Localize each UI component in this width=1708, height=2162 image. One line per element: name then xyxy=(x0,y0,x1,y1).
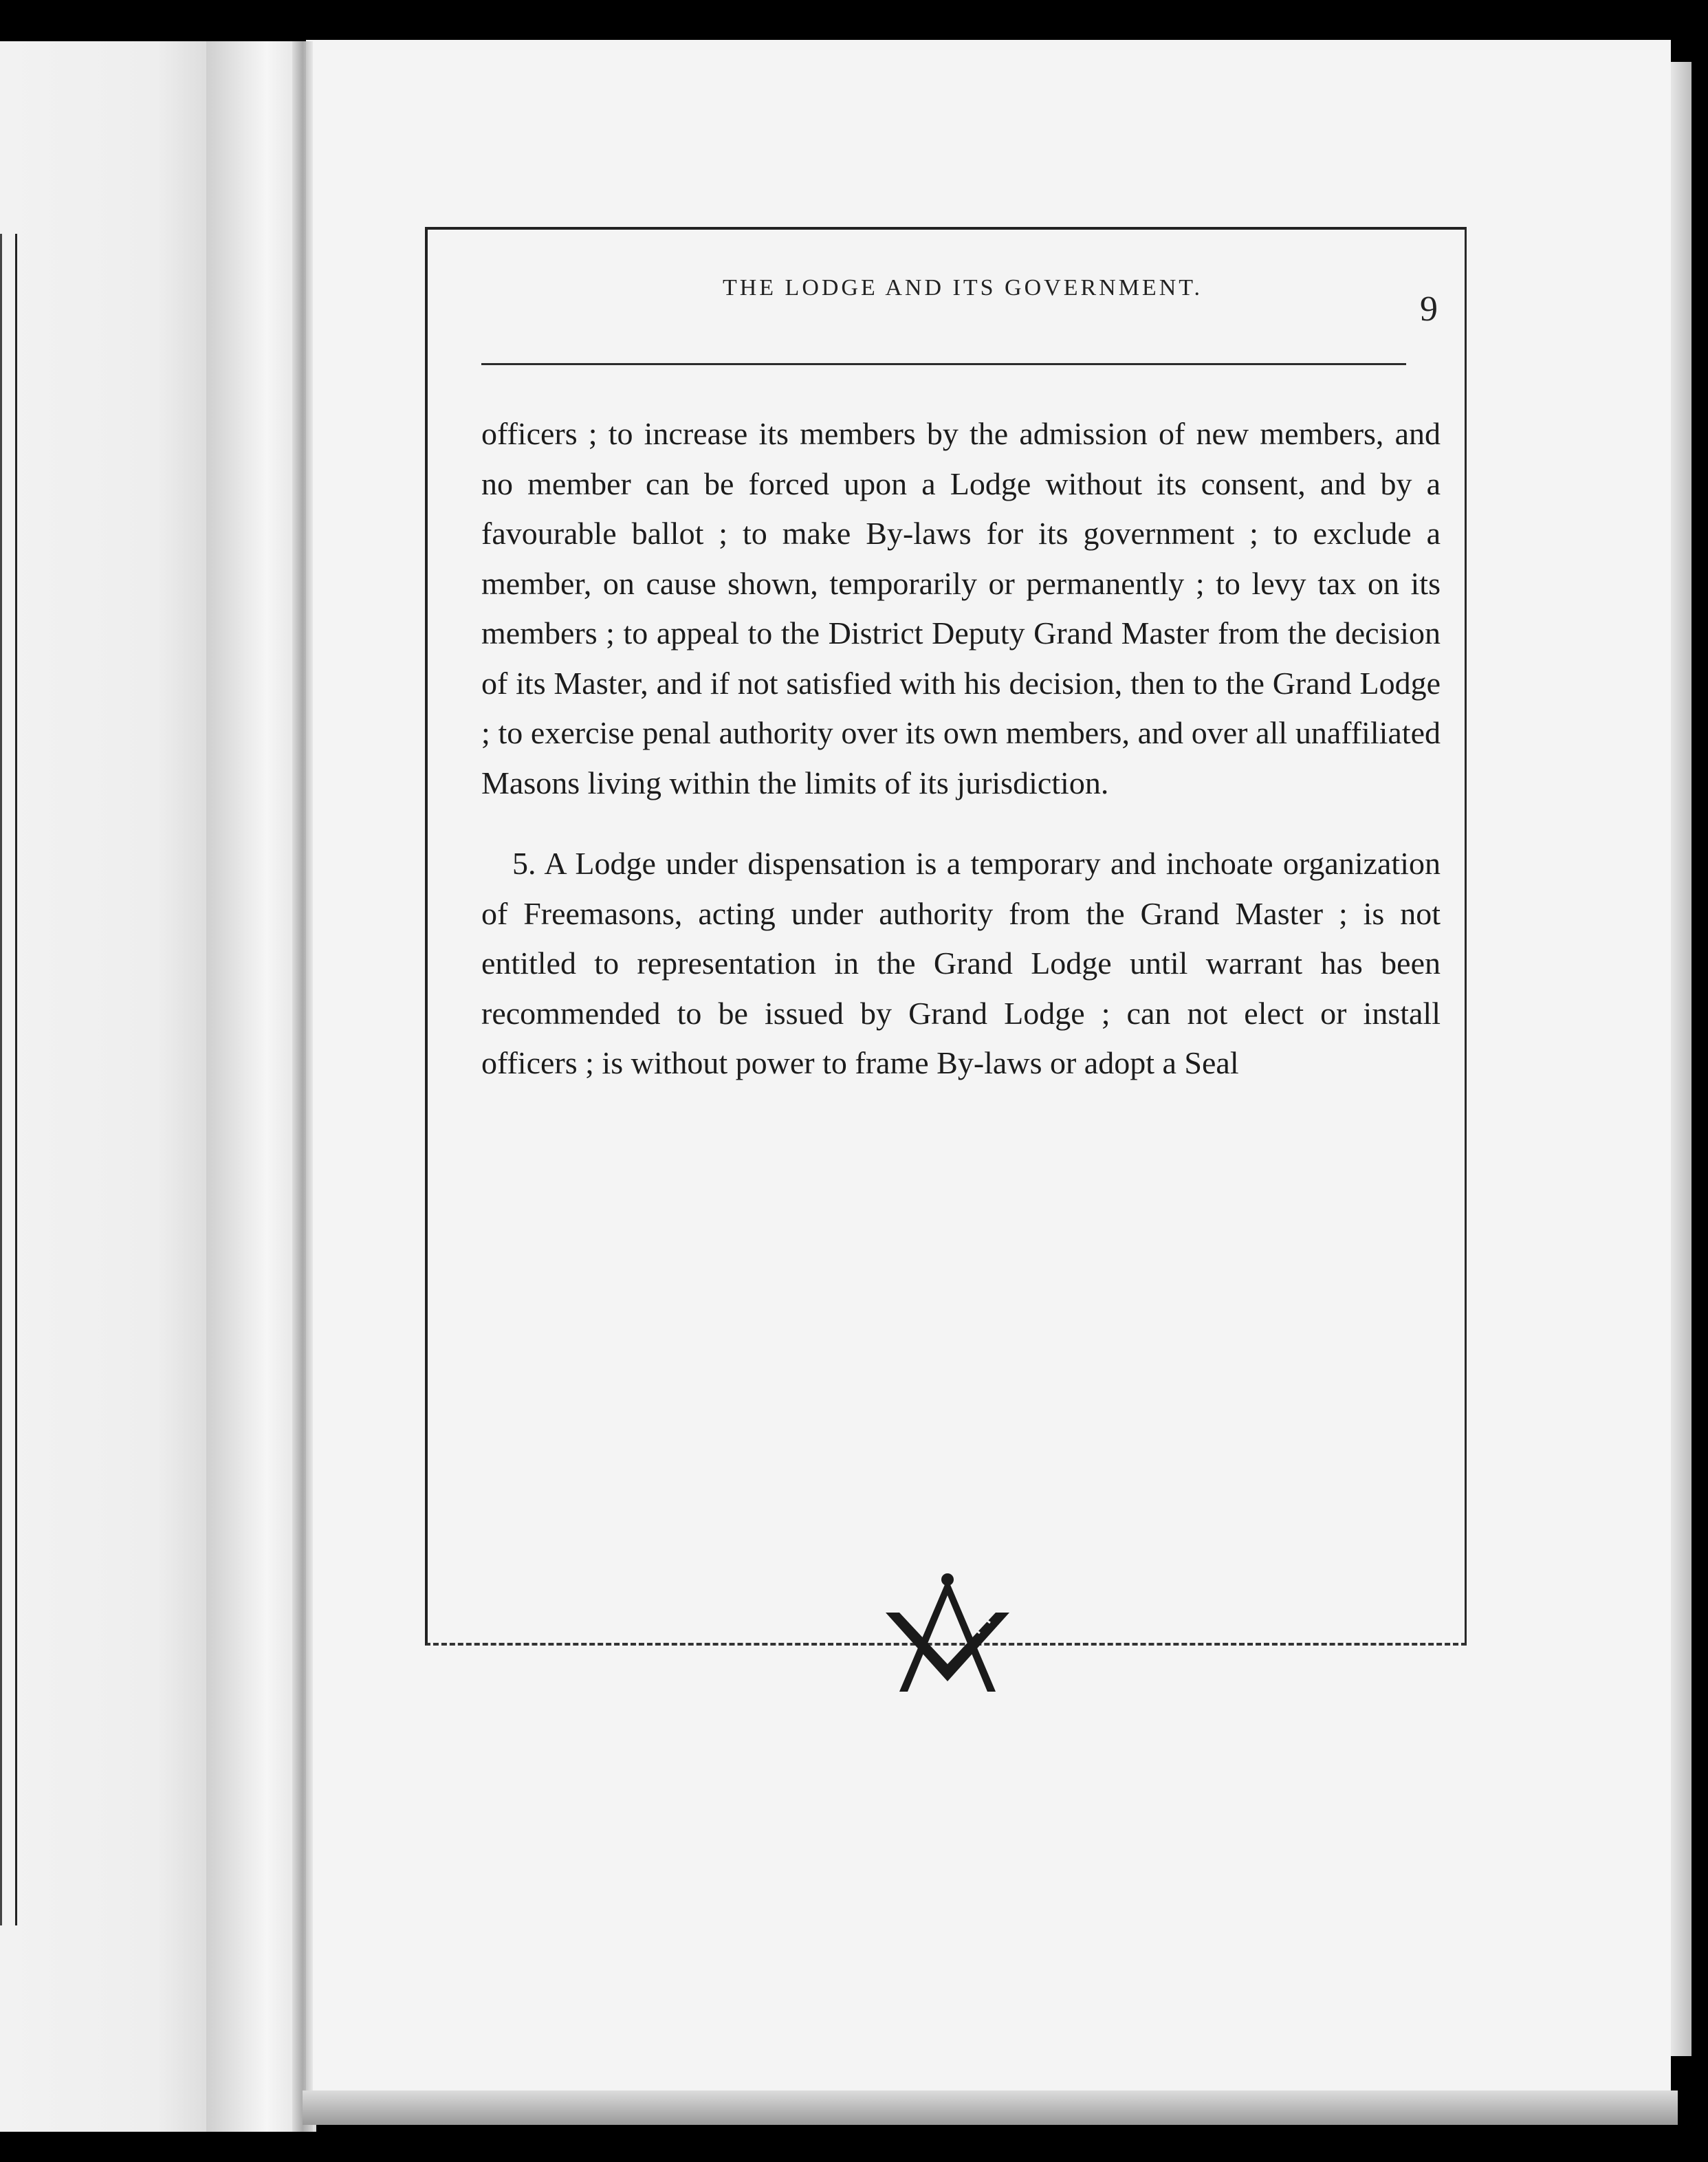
left-page-frame-edge xyxy=(0,234,2,1925)
body-text xyxy=(481,409,1441,1089)
page-edge xyxy=(1671,62,1691,2056)
square-and-compasses-icon xyxy=(872,1564,1023,1702)
paragraph-continued: officers ; to increase its members by the admission of new members, and no member can be forced upon a Lodge without its consent, and by a favourable ballot ; to make By-laws for its government ; to exclude a member, on cause shown, temporarily or permanently ; to levy tax on its members ; to appeal to the District Deputy Grand Master from the decision of its Master, and if not satisfied with his decision, then to the Grand Lodge ; to exercise penal authority over its own members, and over all unaffiliated Masons living within the limits of its jurisdiction. xyxy=(481,416,1441,800)
running-head: THE LODGE AND ITS GOVERNMENT. xyxy=(722,275,1203,301)
page-number: 9 xyxy=(1420,290,1438,329)
left-page-frame-line xyxy=(15,234,17,1925)
spine-shadow xyxy=(292,41,313,2132)
header-rule xyxy=(481,363,1406,365)
paragraph-5: 5. A Lodge under dispensation is a temporary and inchoate organization of Freemasons, acting under authority from the Grand Master ; is not entitled to representation in the Grand Lodge until warrant has been recommended to be issued by Grand Lodge ; can not elect or install officers ; is without power to frame By-laws or adopt a Seal xyxy=(481,846,1441,1080)
page-bottom-edge xyxy=(303,2090,1678,2125)
